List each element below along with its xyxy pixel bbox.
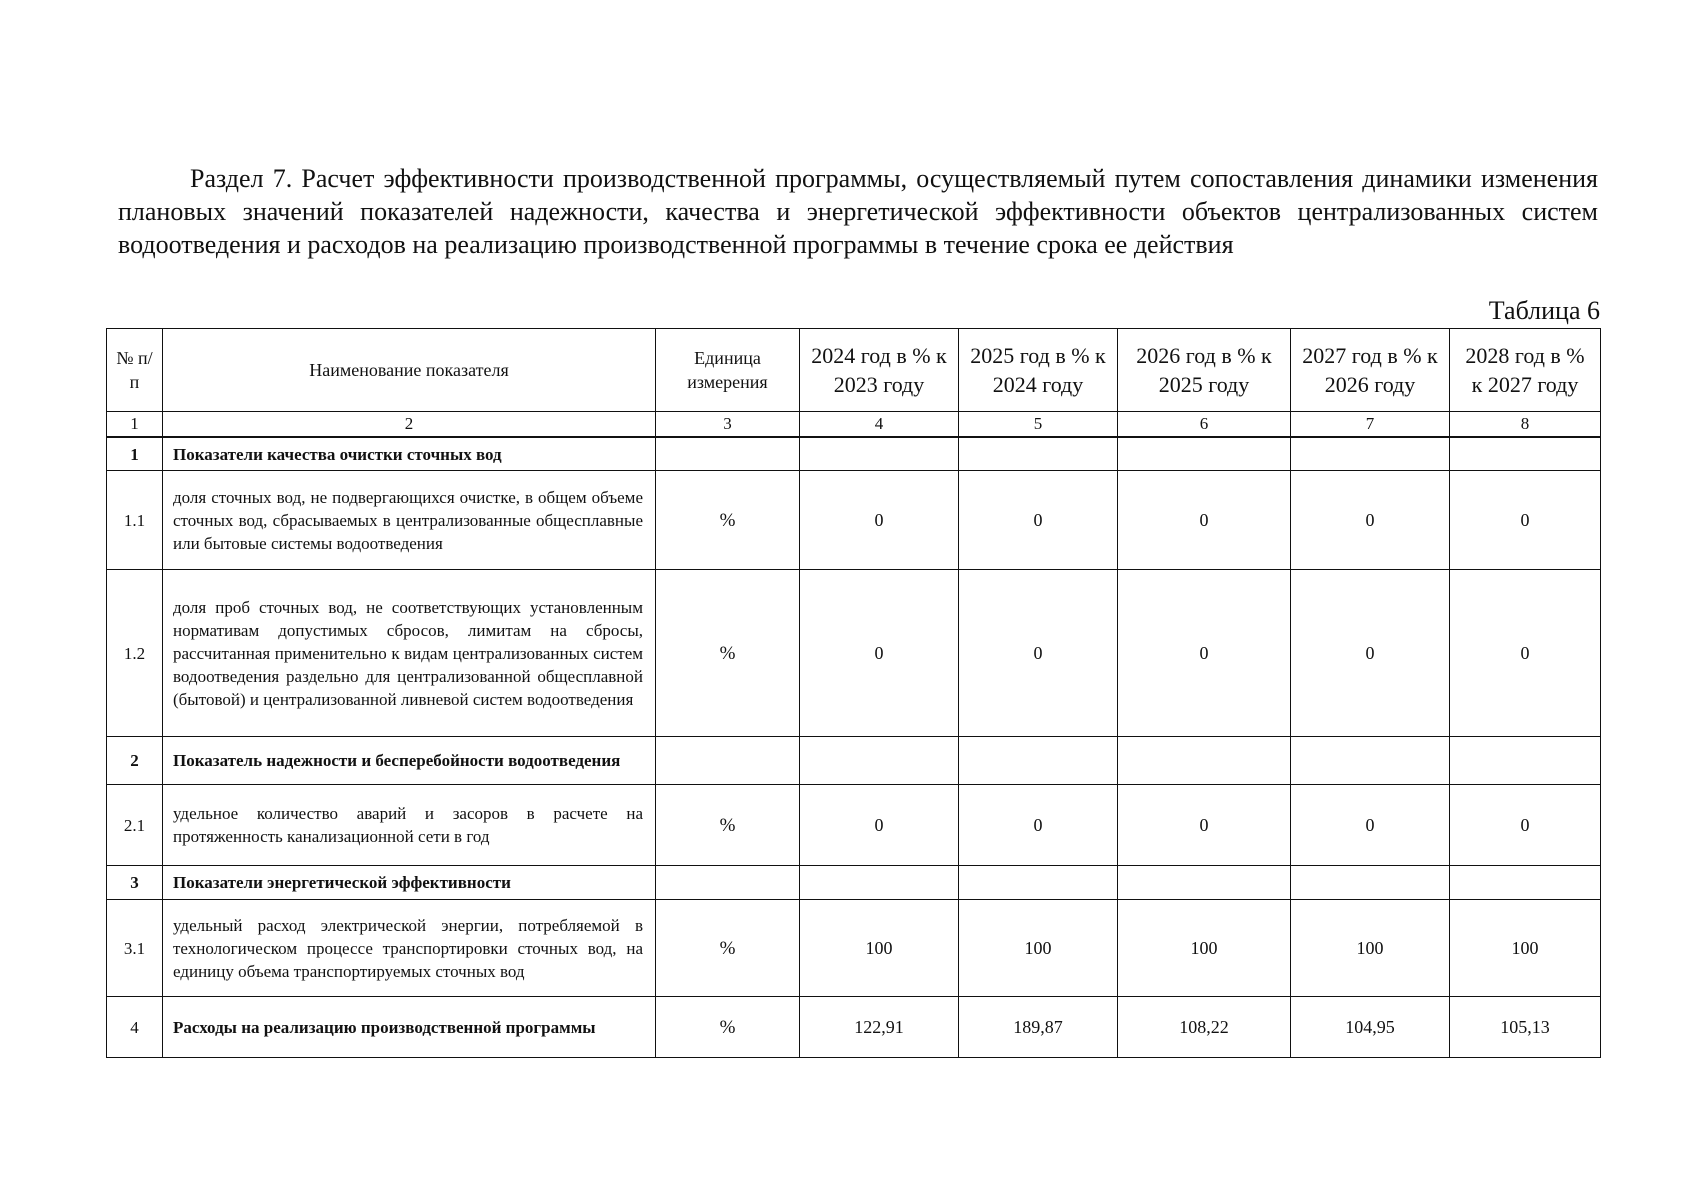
row-value: 0 (959, 570, 1118, 737)
row-value: 0 (1450, 471, 1601, 570)
empty-cell (1291, 866, 1450, 900)
row-value: 0 (1291, 785, 1450, 866)
row-value: 100 (1118, 900, 1291, 997)
empty-cell (1118, 866, 1291, 900)
table-row (107, 997, 1601, 1058)
row-unit: % (656, 900, 800, 997)
empty-cell (800, 437, 959, 471)
column-number: 7 (1291, 412, 1450, 438)
row-name: доля сточных вод, не подвергающихся очистке, в общем объеме сточных вод, сбрасываемых в централизованные общесплавные или бытовые системы водоотведения (163, 471, 656, 570)
section-num: 3 (107, 866, 163, 900)
row-num: 3.1 (107, 900, 163, 997)
empty-cell (959, 737, 1118, 785)
row-value: 100 (800, 900, 959, 997)
row-value: 0 (959, 785, 1118, 866)
header-2026: 2026 год в % к 2025 году (1118, 329, 1291, 412)
row-value: 189,87 (959, 997, 1118, 1058)
column-number: 6 (1118, 412, 1291, 438)
section-row (107, 437, 1601, 471)
empty-cell (1291, 437, 1450, 471)
column-number: 2 (163, 412, 656, 438)
row-value: 0 (800, 471, 959, 570)
row-value: 105,13 (1450, 997, 1601, 1058)
header-2024: 2024 год в % к 2023 году (800, 329, 959, 412)
header-name: Наименование показателя (163, 329, 656, 412)
row-value: 0 (800, 570, 959, 737)
row-value: 108,22 (1118, 997, 1291, 1058)
row-value: 0 (1450, 570, 1601, 737)
row-value: 0 (1291, 471, 1450, 570)
header-2028: 2028 год в % к 2027 году (1450, 329, 1601, 412)
header-num: № п/п (107, 329, 163, 412)
row-unit: % (656, 785, 800, 866)
empty-cell (1450, 437, 1601, 471)
empty-cell (800, 737, 959, 785)
section-num: 2 (107, 737, 163, 785)
row-value: 122,91 (800, 997, 959, 1058)
row-value: 0 (1118, 570, 1291, 737)
row-unit: % (656, 997, 800, 1058)
column-number: 3 (656, 412, 800, 438)
row-num: 2.1 (107, 785, 163, 866)
header-2025: 2025 год в % к 2024 году (959, 329, 1118, 412)
row-unit: % (656, 570, 800, 737)
section-num: 1 (107, 437, 163, 471)
table-row (107, 785, 1601, 866)
row-value: 100 (1291, 900, 1450, 997)
empty-cell (1291, 737, 1450, 785)
row-name: доля проб сточных вод, не соответствующих установленным нормативам допустимых сбросов, лимитам на сбросы, рассчитанная применительно к видам централизованных систем водоотведения раздельно для централизованной общесплавной (бытовой) и централизованной ливневой систем водоотведения (163, 570, 656, 737)
section-row (107, 737, 1601, 785)
header-unit: Единица измерения (656, 329, 800, 412)
table-row (107, 570, 1601, 737)
empty-cell (1118, 437, 1291, 471)
column-number-row (107, 412, 1601, 438)
section-row (107, 866, 1601, 900)
column-number: 1 (107, 412, 163, 438)
column-number: 5 (959, 412, 1118, 438)
row-value: 0 (1118, 785, 1291, 866)
table-row (107, 900, 1601, 997)
row-value: 0 (1118, 471, 1291, 570)
row-value: 0 (1450, 785, 1601, 866)
row-unit: % (656, 471, 800, 570)
table-header-row (107, 329, 1601, 412)
section-title: Показатели энергетической эффективности (163, 866, 656, 900)
row-value: 0 (959, 471, 1118, 570)
empty-cell (656, 737, 800, 785)
row-value: 100 (1450, 900, 1601, 997)
row-num: 1.1 (107, 471, 163, 570)
row-value: 104,95 (1291, 997, 1450, 1058)
table-row (107, 471, 1601, 570)
empty-cell (959, 866, 1118, 900)
section-title: Показатель надежности и бесперебойности водоотведения (163, 737, 656, 785)
row-num: 1.2 (107, 570, 163, 737)
row-name: удельное количество аварий и засоров в расчете на протяженность канализационной сети в год (163, 785, 656, 866)
column-number: 4 (800, 412, 959, 438)
row-num: 4 (107, 997, 163, 1058)
section-heading: Раздел 7. Расчет эффективности производственной программы, осуществляемый путем сопоставления динамики изменения плановых значений показателей надежности, качества и энергетической эффективности объектов централизованных систем водоотведения и расходов на реализацию производственной программы в течение срока ее действия (118, 164, 1598, 259)
empty-cell (1450, 737, 1601, 785)
table-caption: Таблица 6 (1488, 296, 1600, 325)
column-number: 8 (1450, 412, 1601, 438)
header-2027: 2027 год в % к 2026 году (1291, 329, 1450, 412)
section-title: Показатели качества очистки сточных вод (163, 437, 656, 471)
row-value: 0 (800, 785, 959, 866)
empty-cell (800, 866, 959, 900)
row-value: 0 (1291, 570, 1450, 737)
empty-cell (656, 866, 800, 900)
row-name: удельный расход электрической энергии, потребляемой в технологическом процессе транспортировки сточных вод, на единицу объема транспортируемых сточных вод (163, 900, 656, 997)
row-name: Расходы на реализацию производственной программы (163, 997, 656, 1058)
row-value: 100 (959, 900, 1118, 997)
empty-cell (959, 437, 1118, 471)
empty-cell (1118, 737, 1291, 785)
empty-cell (656, 437, 800, 471)
empty-cell (1450, 866, 1601, 900)
efficiency-table (106, 328, 1601, 1058)
